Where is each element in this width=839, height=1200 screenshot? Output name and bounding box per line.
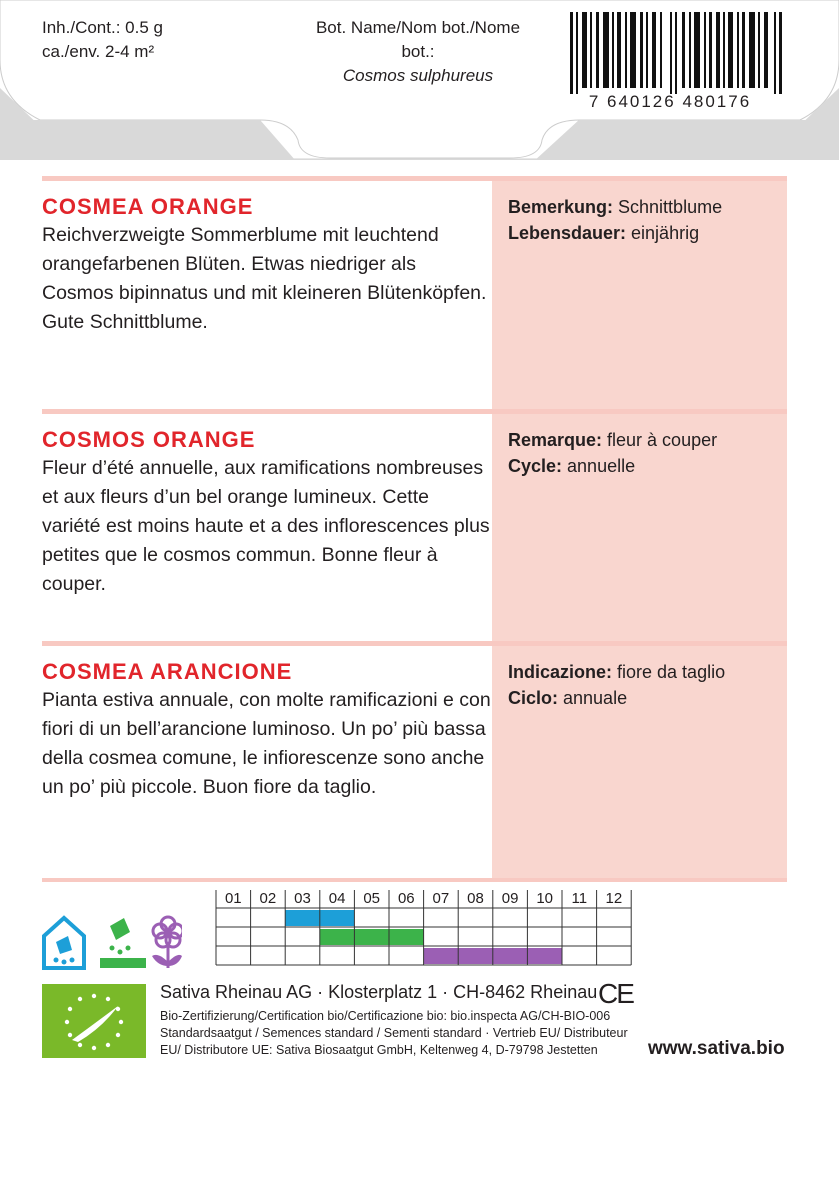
botanical-label: Bot. Name/Nom bot./Nome bot.: [315,18,521,61]
month-label: 06 [397,890,415,907]
month-label: 03 [294,890,311,907]
sowing-calendar [214,886,634,970]
icon-row [42,914,182,970]
legal-text [160,1008,640,1059]
note-label: Lebensdauer: [508,223,627,243]
month-label: 10 [536,890,554,907]
outdoor-sowing-icon [100,918,146,968]
month-label: 05 [363,890,381,907]
content-line: Inh./Cont.: 0.5 g [42,18,163,37]
section-notes-de [508,194,722,246]
company-address: Sativa Rheinau AG · Klosterplatz 1 · CH-8462 Rheinau [160,982,598,1002]
greenhouse-sowing-icon [44,918,84,968]
note-label: Remarque: [508,430,603,450]
note-value: annuale [558,688,628,708]
month-label: 08 [467,890,484,907]
botanical-name-block [302,16,534,88]
certification-line: Bio-Zertifizierung/Certification bio/Certificazione bio: bio.inspecta AG/CH-BIO-006 [160,1009,611,1023]
month-label: 11 [571,890,588,907]
note-label: Indicazione: [508,662,613,682]
note-label: Cycle: [508,456,563,476]
section-notes-it [508,659,725,711]
barcode [570,12,784,94]
content-info [42,16,163,64]
note-value: einjährig [626,223,700,243]
section-divider [42,878,787,882]
note-label: Bemerkung: [508,197,614,217]
section-title-fr: COSMOS ORANGE [42,427,256,452]
sowing-outdoor-bar [320,929,424,945]
section-body-fr: Fleur d’été annuelle, aux ramifications nombreuses et aux fleurs d’un bel orange lumineux. Cette variété est moins haute et a des inflorescences plus petites que le cosmos commun. Bonne fleur à couper. [42,457,490,595]
website-link[interactable]: www.sativa.bio [648,1038,785,1059]
note-value: annuelle [562,456,636,476]
month-label: 02 [259,890,277,907]
note-value: fiore da taglio [612,662,726,682]
ce-mark: CE [598,978,633,1009]
area-line: ca./env. 2-4 m² [42,42,155,61]
month-label: 09 [501,890,519,907]
note-label: Ciclo: [508,688,559,708]
botanical-name: Cosmos sulphureus [342,66,494,85]
month-label: 07 [432,890,450,907]
month-label: 01 [224,890,242,907]
month-label: 04 [328,890,346,907]
section-notes-fr [508,427,717,479]
eu-organic-logo [42,984,146,1058]
section-title-it: COSMEA ARANCIONE [42,659,293,684]
section-title-de: COSMEA ORANGE [42,194,254,219]
section-body-de: Reichverzweigte Sommerblume mit leuchtend orangefarbenen Blüten. Etwas niedriger als Cosmos bipinnatus und mit kleineren Blütenköpfen. Gute Schnittblume. [42,224,487,333]
section-body-it: Pianta estiva annuale, con molte ramificazioni e con fiori di un bell’arancione luminoso. Un po’ più bassa della cosmea comune, le infiorescenze sono anche un po’ più piccole. Buon fiore da taglio. [42,689,491,798]
barcode-number: 7 640126 480176 [588,92,752,111]
note-value: Schnittblume [613,197,723,217]
note-value: fleur à couper [602,430,718,450]
standard-line: Standardsaatgut / Semences standard / Sementi standard · Vertrieb EU/ Distributeur EU/ Distributore UE: Sativa Biosaatgut GmbH, Keltenweg 4, D-79798 Jestetten [160,1026,628,1057]
month-label: 12 [605,890,623,907]
flower-icon [152,917,182,968]
